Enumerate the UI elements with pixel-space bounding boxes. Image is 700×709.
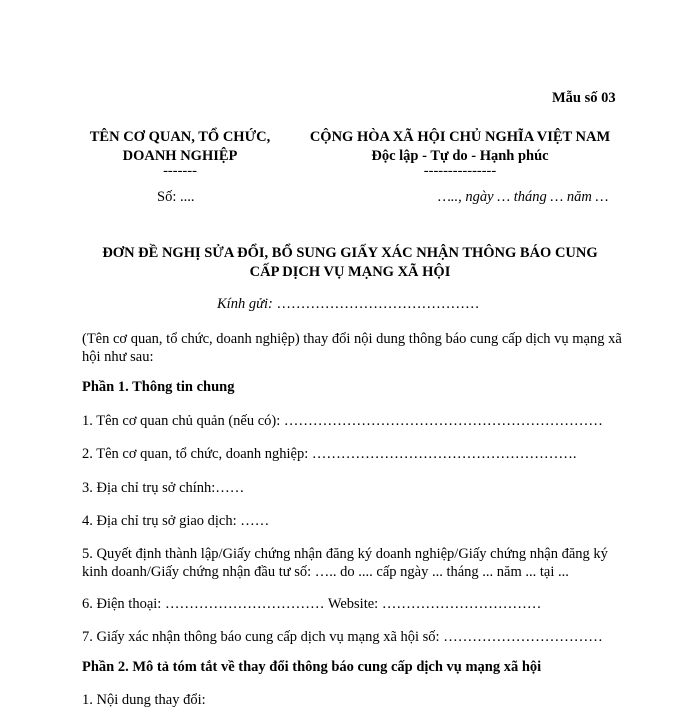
field-parent-agency: 1. Tên cơ quan chủ quản (nếu có): …………………………………………………………	[82, 413, 603, 429]
nation-divider: ---------------	[423, 163, 497, 179]
document-title	[60, 244, 640, 282]
organization-header	[80, 128, 280, 179]
field-head-office-address: 3. Địa chỉ trụ sở chính:……	[82, 480, 245, 496]
document-title-line2: CẤP DỊCH VỤ MẠNG XÃ HỘI	[249, 264, 451, 280]
document-date: ….., ngày … tháng … năm …	[438, 189, 609, 205]
org-name-line2: DOANH NGHIỆP	[122, 148, 238, 164]
recipient-blank: ……………………………………	[272, 296, 480, 312]
recipient-line	[217, 296, 479, 313]
intro-paragraph: (Tên cơ quan, tổ chức, doanh nghiệp) thay đổi nội dung thông báo cung cấp dịch vụ mạng xã hội như sau:	[82, 331, 622, 365]
field-certificate-number: 7. Giấy xác nhận thông báo cung cấp dịch vụ mạng xã hội số: ……………………………	[82, 629, 603, 645]
field-change-content: 1. Nội dung thay đổi:	[82, 692, 206, 708]
document-number: Số: ....	[157, 189, 195, 205]
org-name-line1: TÊN CƠ QUAN, TỔ CHỨC,	[89, 129, 271, 145]
org-divider: -------	[163, 163, 197, 179]
field-transaction-address: 4. Địa chỉ trụ sở giao dịch: ……	[82, 513, 270, 529]
nation-name: CỘNG HÒA XÃ HỘI CHỦ NGHĨA VIỆT NAM	[309, 129, 611, 145]
section2-title: Phần 2. Mô tả tóm tắt về thay đổi thông báo cung cấp dịch vụ mạng xã hội	[82, 659, 542, 675]
nation-motto: Độc lập - Tự do - Hạnh phúc	[371, 148, 549, 164]
national-motto-header	[285, 128, 635, 179]
form-code: Mẫu số 03	[552, 90, 616, 106]
field-phone-website: 6. Điện thoại: …………………………… Website: ……………………………	[82, 596, 542, 612]
document-title-line1: ĐƠN ĐỀ NGHỊ SỬA ĐỔI, BỔ SUNG GIẤY XÁC NHẬN THÔNG BÁO CUNG	[102, 245, 598, 261]
field-establishment-decision: 5. Quyết định thành lập/Giấy chứng nhận đăng ký doanh nghiệp/Giấy chứng nhận đăng ký kinh doanh/Giấy chứng nhận đầu tư số: ….. do .... cấp ngày ... tháng ... năm ... tại ...	[82, 546, 608, 580]
section1-title: Phần 1. Thông tin chung	[82, 379, 235, 395]
recipient-label: Kính gửi:	[217, 296, 273, 312]
field-organization-name: 2. Tên cơ quan, tổ chức, doanh nghiệp: ……………………………………………….	[82, 446, 577, 462]
